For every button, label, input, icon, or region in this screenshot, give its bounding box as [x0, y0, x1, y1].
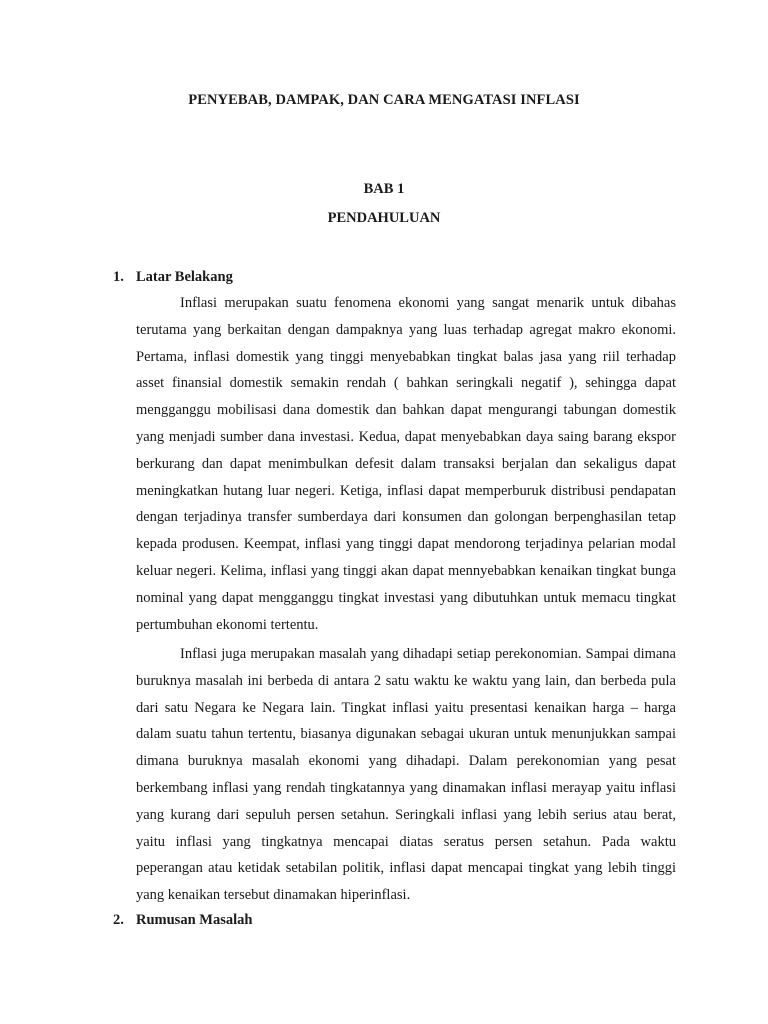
chapter-number: BAB 1 — [363, 181, 405, 197]
section-number: 1. — [113, 269, 124, 285]
section-title: Latar Belakang — [136, 269, 233, 285]
section-number: 2. — [113, 912, 124, 928]
section-heading-rumusan-masalah — [113, 912, 252, 929]
section-title: Rumusan Masalah — [136, 912, 253, 928]
body-paragraph: Inflasi merupakan suatu fenomena ekonomi yang sangat menarik untuk dibahas terutama yang berkaitan dengan dampaknya yang luas terhadap agregat makro ekonomi. Pertama, inflasi domestik yang tinggi menyebabkan tingkat balas jasa yang riil terhadap asset finansial domestik semakin rendah ( bahkan seringkali negatif ), sehingga dapat mengganggu mobilisasi dana domestik dan bahkan dapat mengurangi tabungan domestik yang menjadi sumber dana investasi. Kedua, dapat menyebabkan daya saing barang ekspor berkurang dan dapat menimbulkan defesit dalam transaksi berjalan dan sekaligus dapat meningkatkan hutang luar negeri. Ketiga, inflasi dapat memperburuk distribusi pendapatan dengan terjadinya transfer sumberdaya dari konsumen dan golongan berpenghasilan tetap kepada produsen. Keempat, inflasi yang tinggi dapat mendorong terjadinya pelarian modal keluar negeri. Kelima, inflasi yang tinggi akan dapat mennyebabkan kenaikan tingkat bunga nominal yang dapat mengganggu tingkat investasi yang dibutuhkan untuk memacu tingkat pertumbuhan ekonomi tertentu. — [136, 295, 676, 633]
chapter-title: PENDAHULUAN — [327, 210, 441, 226]
body-paragraph: Inflasi juga merupakan masalah yang dihadapi setiap perekonomian. Sampai dimana buruknya masalah ini berbeda di antara 2 satu waktu ke waktu yang lain, dan berbeda pula dari satu Negara ke Negara lain. Tingkat inflasi yaitu presentasi kenaikan harga – harga dalam suatu tahun tertentu, biasanya digunakan sebagai ukuran untuk menunjukkan sampai dimana buruknya masalah ekonomi yang dihadapi. Dalam perekonomian yang pesat berkembang inflasi yang rendah tingkatannya yang dinamakan inflasi merayap yaitu inflasi yang kurang dari sepuluh persen setahun. Seringkali inflasi yang lebih serius atau berat, yaitu inflasi yang tingkatnya mencapai diatas seratus persen setahun. Pada waktu peperangan atau ketidak setabilan politik, inflasi dapat mencapai tingkat yang lebih tinggi yang kenaikan tersebut dinamakan hiperinflasi. — [136, 646, 676, 904]
section-heading-latar-belakang — [113, 269, 233, 286]
document-title: PENYEBAB, DAMPAK, DAN CARA MENGATASI INFLASI — [188, 92, 580, 108]
